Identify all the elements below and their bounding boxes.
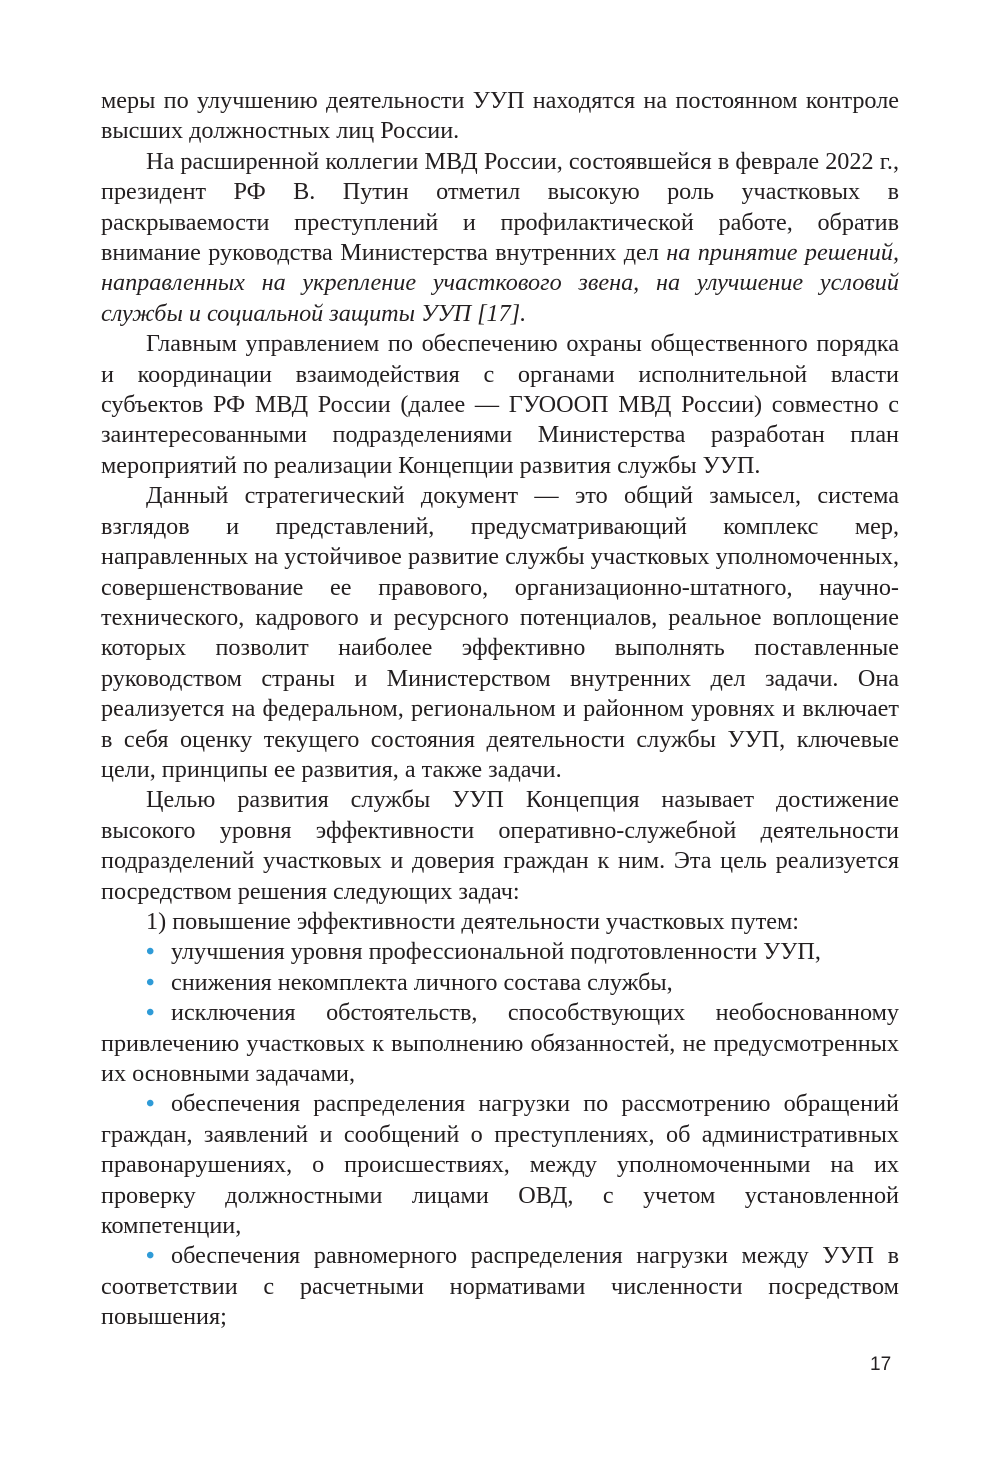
bullet-icon: • — [146, 1090, 155, 1118]
bullet-icon: • — [146, 999, 155, 1027]
list-item — [101, 1241, 899, 1332]
bullet-icon: • — [146, 938, 155, 966]
bullet-icon: • — [146, 1242, 155, 1270]
list-item-text: обеспечения распределения нагрузки по рассмотрению обращений граждан, заявлений и сообщений о преступлениях, об административных правонарушениях, о происшествиях, между уполномоченными на их проверку должностными лицами ОВД, с учетом установленной компетенции, — [101, 1090, 899, 1240]
list-item-text: снижения некомплекта личного состава службы, — [171, 968, 673, 996]
list-item — [101, 937, 899, 967]
bullet-icon: • — [146, 968, 155, 996]
page-body — [101, 86, 899, 1333]
list-item — [101, 998, 899, 1089]
paragraph-collegium — [101, 147, 899, 329]
paragraph-goal: Целью развития службы УУП Концепция называет достижение высокого уровня эффективности оперативно-служебной деятельности подразделений участковых и доверия граждан к ним. Эта цель реализуется посредством решения следующих задач: — [101, 786, 899, 905]
list-item-text: обеспечения равномерного распределения нагрузки между УУП в соответствии с расчетными нормативами численности посредством повышения; — [101, 1242, 899, 1331]
task-1: 1) повышение эффективности деятельности участковых путем: — [146, 907, 800, 935]
list-item — [101, 1089, 899, 1241]
list-item-text: исключения обстоятельств, способствующих необоснованному привлечению участковых к выполнению обязанностей, не предусмотренных их основными задачами, — [101, 999, 899, 1087]
paragraph-guooop: Главным управлением по обеспечению охраны общественного порядка и координации взаимодействия с органами исполнительной власти субъектов РФ МВД России (далее — ГУОООП МВД России) совместно с заинтересованными подразделениями Министерства разработан план мероприятий по реализации Концепции развития службы УУП. — [101, 330, 899, 479]
list-item — [101, 968, 899, 998]
list-item-text: улучшения уровня профессиональной подготовленности УУП, — [171, 938, 821, 966]
paragraph-collegium-italic: на принятие решений, направленных на укрепление участкового звена, на улучшение условий службы и социальной защиты УУП [17]. — [101, 239, 899, 327]
page-number: 17 — [870, 1354, 892, 1375]
paragraph-strategic-document: Данный стратегический документ — это общий замысел, система взглядов и представлений, предусматривающий комплекс мер, направленных на устойчивое развитие службы участковых уполномоченных, совершенствование ее правового, организационно-штатного, научно-технического, кадрового и ресурсного потенциалов, реальное воплощение которых позволит наиболее эффективно выполнять поставленные руководством страны и Министерством внутренних дел задачи. Она реализуется на федеральном, региональном и районном уровнях и включает в себя оценку текущего состояния деятельности службы УУП, ключевые цели, принципы ее развития, а также задачи. — [101, 482, 899, 783]
paragraph-continuation: меры по улучшению деятельности УУП находятся на постоянном контроле высших должностных лиц России. — [101, 87, 899, 145]
paragraph-collegium-text: На расширенной коллегии МВД России, состоявшейся в феврале 2022 г., президент РФ В. Путин отметил высокую роль участковых в раскрываемости преступлений и профилактической работе, обратив внимание руководства Министерства внутренних дел — [101, 147, 899, 267]
